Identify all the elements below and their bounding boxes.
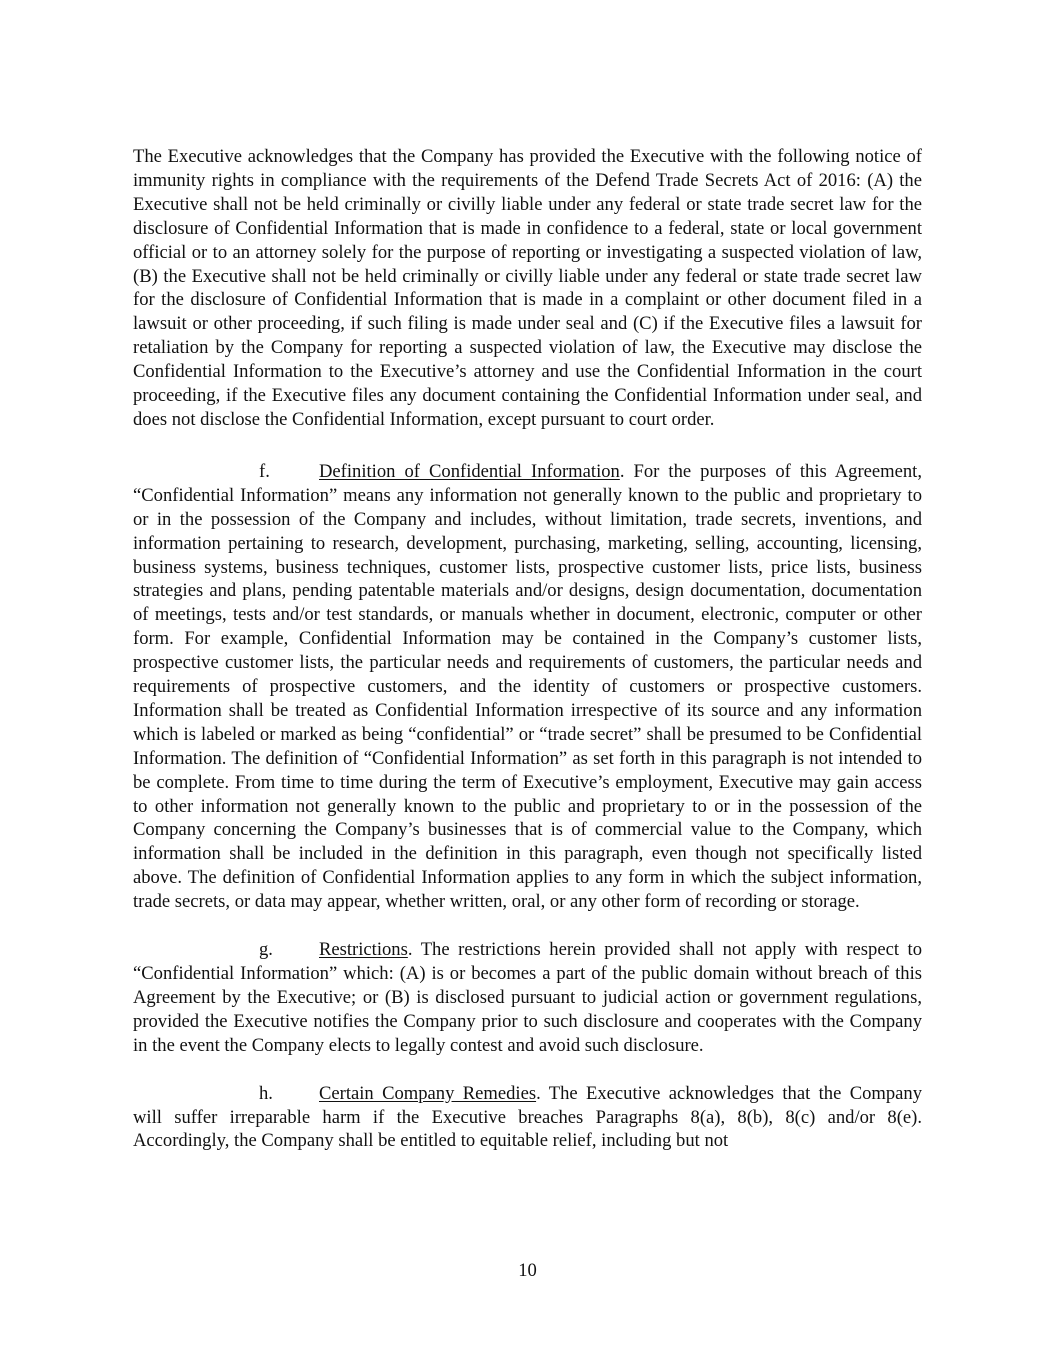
section-h-paragraph: [133, 1082, 922, 1154]
section-g-lead: [133, 938, 319, 962]
page-number: 10: [518, 1260, 537, 1281]
section-h-heading: Certain Company Remedies: [319, 1082, 537, 1104]
section-h-lead: [133, 1082, 319, 1106]
section-f-lead: [133, 460, 319, 484]
section-f-body: . For the purposes of this Agreement, “Confidential Information” means any information not generally known to the public and proprietary to or in the possession of the Company and includes, without limitation, trade secrets, inventions, and information pertaining to research, development, purchasing, marketing, selling, accounting, licensing, business systems, business techniques, customer lists, prospective customer lists, price lists, business strategies and plans, pending patentable materials and/or designs, design documentation, documentation of meetings, tests and/or test standards, or manuals whether in document, electronic, computer or other form. For example, Confidential Information may be contained in the Company’s customer lists, prospective customer lists, the particular needs and requirements of customers, the particular needs and requirements of prospective customers, and the identity of customers or prospective customers. Information shall be treated as Confidential Information irrespective of its source and any information which is labeled or marked as being “confidential” or “trade secret” shall be presumed to be Confidential Information. The definition of “Confidential Information” as set forth in this paragraph is not intended to be complete. From time to time during the term of Executive’s employment, Executive may gain access to other information not generally known to the public and proprietary to or in the possession of the Company concerning the Company’s businesses that is of commercial value to the Company, which information shall be included in the definition in this paragraph, even though not specifically listed above. The definition of Confidential Information applies to any form in which the subject information, trade secrets, or data may appear, whether written, oral, or any other form of recording or storage.: [133, 460, 922, 913]
intro-paragraph: The Executive acknowledges that the Company has provided the Executive with the following notice of immunity rights in compliance with the requirements of the Defend Trade Secrets Act of 2016: (A) the Executive shall not be held criminally or civilly liable under any federal or state trade secret law for the disclosure of Confidential Information that is made in confidence to a federal, state or local government official or to an attorney solely for the purpose of reporting or investigating a suspected violation of law, (B) the Executive shall not be held criminally or civilly liable under any federal or state trade secret law for the disclosure of Confidential Information that is made in a complaint or other document filed in a lawsuit or other proceeding, if such filing is made under seal and (C) if the Executive files a lawsuit for retaliation by the Company for reporting a suspected violation of law, the Executive may disclose the Confidential Information to the Executive’s attorney and use the Confidential Information in the court proceeding, if the Executive files any document containing the Confidential Information under seal, and does not disclose the Confidential Information, except pursuant to court order.: [133, 146, 922, 430]
section-g-paragraph: [133, 938, 922, 1058]
section-g-body: . The restrictions herein provided shall not apply with respect to “Confidential Information” which: (A) is or becomes a part of the public domain without breach of this Agreement by the Executive; or (B) is disclosed pursuant to judicial action or government regulations, provided the Executive notifies the Company prior to such disclosure and cooperates with the Company in the event the Company elects to legally contest and avoid such disclosure.: [133, 939, 922, 1056]
section-f-paragraph: [133, 460, 922, 914]
document-page: [133, 145, 922, 1153]
section-g-heading: Restrictions: [319, 939, 408, 961]
section-h-body: . The Executive acknowledges that the Company will suffer irreparable harm if the Executive breaches Paragraphs 8(a), 8(b), 8(c) and/or 8(e). Accordingly, the Company shall be entitled to equitable relief, including but not: [133, 1082, 922, 1152]
section-g-letter: g.: [259, 939, 273, 961]
section-f-letter: f.: [259, 460, 270, 482]
section-f-heading: Definition of Confidential Information: [319, 460, 620, 482]
section-h-letter: h.: [259, 1082, 273, 1104]
